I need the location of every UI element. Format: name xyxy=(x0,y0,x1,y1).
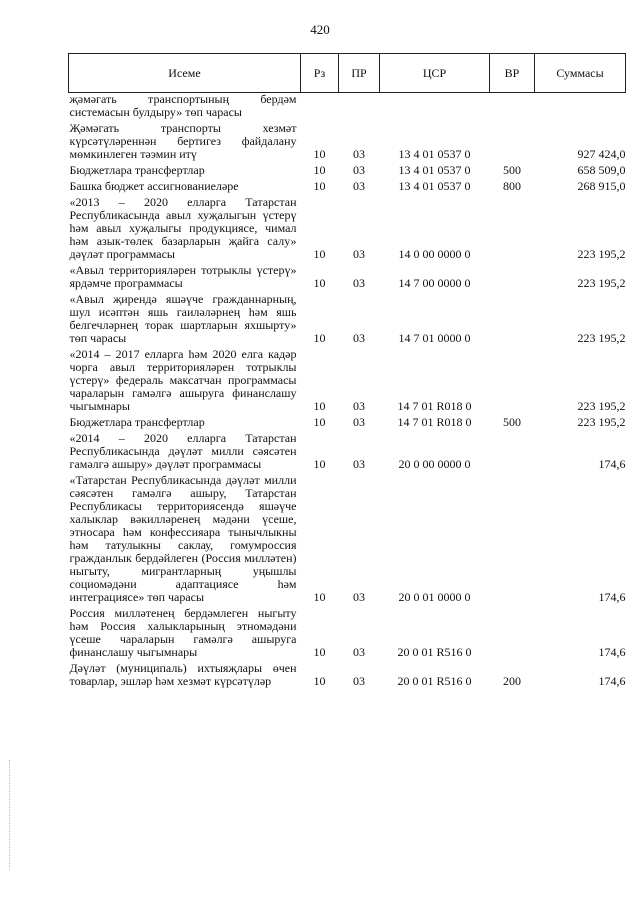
row-csr: 13 4 01 0537 0 xyxy=(398,147,471,161)
row-pr: 03 xyxy=(353,674,365,688)
row-vr xyxy=(490,474,535,607)
row-name: «2013 – 2020 елларга Татарстан Республикасында авыл хуҗалыгын үстерү һәм авыл хуҗалыгы продукциясе, чимал һәм азык-төлек базарларын җайга салу» дәүләт программасы xyxy=(69,195,297,261)
row-sum: 223 195,2 xyxy=(577,276,626,290)
row-sum: 223 195,2 xyxy=(577,247,626,261)
table-row xyxy=(69,416,626,432)
table-row xyxy=(69,662,626,691)
row-vr xyxy=(490,293,535,348)
header-csr: ЦСР xyxy=(380,54,490,93)
header-pr: ПР xyxy=(339,54,380,93)
row-sum: 174,6 xyxy=(598,674,626,688)
row-vr xyxy=(490,196,535,264)
header-vr: ВР xyxy=(490,54,535,93)
row-rz: 10 xyxy=(313,179,326,193)
row-rz: 10 xyxy=(313,247,326,261)
row-rz xyxy=(301,93,339,123)
row-sum: 223 195,2 xyxy=(577,331,626,345)
row-name: «Авыл җирендә яшәүче гражданнарның, шул исәптән яшь гаиләләрнең һәм яшь белгечләрнең торак шартларын яхшырту» төп чарасы xyxy=(69,292,297,345)
row-name: «Татарстан Республикасында дәүләт милли сәясәтен гамәлгә ашыру, Татарстан Республикасы территориясендә яшәүче халыклар вәкилләренең мәдәни үсеше, этносара һәм конфессияара тынычлыкны һәм татулыкны саклау, гомумроссия гражданлык бердәйлеген (Россия милләтен) ныгыту, мигрантларның уңышлы социомәдәни адаптациясе һәм интеграциясе» төп чарасы xyxy=(69,473,297,604)
table-row xyxy=(69,164,626,180)
row-name: «2014 – 2017 елларга һәм 2020 елга кадәр чорга авыл территорияләрен тотрыклы үстерү» федераль максатчан программасы чараларын гамәлгә ашыруга финанслашу чыгымнары xyxy=(69,347,297,413)
table-row xyxy=(69,474,626,607)
row-pr: 03 xyxy=(353,590,365,604)
budget-table xyxy=(68,53,626,691)
row-csr: 14 7 01 R018 0 xyxy=(397,415,472,429)
row-rz: 10 xyxy=(313,163,326,177)
row-vr xyxy=(490,122,535,164)
row-csr: 14 7 01 0000 0 xyxy=(398,331,471,345)
row-pr: 03 xyxy=(353,645,365,659)
table-row xyxy=(69,607,626,662)
row-csr: 14 7 01 R018 0 xyxy=(397,399,472,413)
table-row xyxy=(69,264,626,293)
margin-scan-marks xyxy=(9,760,12,870)
row-name: Россия милләтенең бердәмлеген ныгыту һәм Россия халыкларының этномәдәни үсеше чараларын гамәлгә ашыруга финанслашу чыгымнары xyxy=(69,606,297,659)
row-vr xyxy=(490,348,535,416)
row-csr: 20 0 01 R516 0 xyxy=(397,674,472,688)
row-vr: 500 xyxy=(503,415,521,429)
row-sum: 223 195,2 xyxy=(577,399,626,413)
row-pr xyxy=(339,93,380,123)
row-name: Җәмәгать транспорты хезмәт күрсәтүләреннән бертигез файдалану мөмкинлеген тәэмин итү xyxy=(69,121,297,161)
row-vr xyxy=(490,432,535,474)
row-pr: 03 xyxy=(353,331,365,345)
table-row xyxy=(69,293,626,348)
table-row xyxy=(69,196,626,264)
row-sum: 174,6 xyxy=(598,590,626,604)
row-csr: 13 4 01 0537 0 xyxy=(398,179,471,193)
table-row xyxy=(69,180,626,196)
table-row xyxy=(69,348,626,416)
row-name: «Авыл территорияләрен тотрыклы үстерү» ярдәмче программасы xyxy=(69,263,297,290)
row-rz: 10 xyxy=(313,415,326,429)
row-pr: 03 xyxy=(353,147,365,161)
row-rz: 10 xyxy=(313,674,326,688)
row-sum: 658 509,0 xyxy=(577,163,626,177)
row-vr xyxy=(490,264,535,293)
row-rz: 10 xyxy=(313,399,326,413)
row-rz: 10 xyxy=(313,645,326,659)
row-rz: 10 xyxy=(313,147,326,161)
table-row xyxy=(69,122,626,164)
row-csr xyxy=(380,93,490,123)
row-name: Бюджетлара трансфертлар xyxy=(69,163,205,177)
row-sum: 268 915,0 xyxy=(577,179,626,193)
row-csr: 20 0 00 0000 0 xyxy=(398,457,471,471)
row-rz: 10 xyxy=(313,590,326,604)
row-csr: 20 0 01 0000 0 xyxy=(398,590,471,604)
header-name: Исеме xyxy=(69,54,301,93)
row-pr: 03 xyxy=(353,399,365,413)
row-pr: 03 xyxy=(353,247,365,261)
row-csr: 13 4 01 0537 0 xyxy=(398,163,471,177)
table-row xyxy=(69,93,626,123)
row-vr: 500 xyxy=(503,163,521,177)
page-number: 420 xyxy=(310,22,330,37)
row-sum: 174,6 xyxy=(598,457,626,471)
row-sum: 223 195,2 xyxy=(577,415,626,429)
row-pr: 03 xyxy=(353,163,365,177)
row-sum xyxy=(535,93,626,123)
row-name: «2014 – 2020 елларга Татарстан Республикасында дәүләт милли сәясәтен гамәлгә ашыру» дәүләт программасы xyxy=(69,431,297,471)
row-csr: 14 0 00 0000 0 xyxy=(398,247,471,261)
row-pr: 03 xyxy=(353,276,365,290)
row-sum: 927 424,0 xyxy=(577,147,626,161)
row-vr xyxy=(490,607,535,662)
table-row xyxy=(69,432,626,474)
row-vr: 200 xyxy=(503,674,521,688)
row-pr: 03 xyxy=(353,179,365,193)
row-csr: 14 7 00 0000 0 xyxy=(398,276,471,290)
row-vr xyxy=(490,93,535,123)
header-sum: Суммасы xyxy=(535,54,626,93)
row-name: җәмәгать транспортының бердәм системасын булдыру» төп чарасы xyxy=(69,92,297,119)
row-rz: 10 xyxy=(313,331,326,345)
row-name: Бюджетлара трансфертлар xyxy=(69,415,205,429)
row-vr: 800 xyxy=(503,179,521,193)
row-name: Башка бюджет ассигнованиеләре xyxy=(69,179,239,193)
row-csr: 20 0 01 R516 0 xyxy=(397,645,472,659)
row-sum: 174,6 xyxy=(598,645,626,659)
row-name: Дәүләт (муниципаль) ихтыяҗлары өчен товарлар, эшләр һәм хезмәт күрсәтүләр xyxy=(69,661,297,688)
row-rz: 10 xyxy=(313,276,326,290)
row-pr: 03 xyxy=(353,415,365,429)
row-rz: 10 xyxy=(313,457,326,471)
row-pr: 03 xyxy=(353,457,365,471)
table-header-row xyxy=(69,54,626,93)
header-rz: Рз xyxy=(301,54,339,93)
